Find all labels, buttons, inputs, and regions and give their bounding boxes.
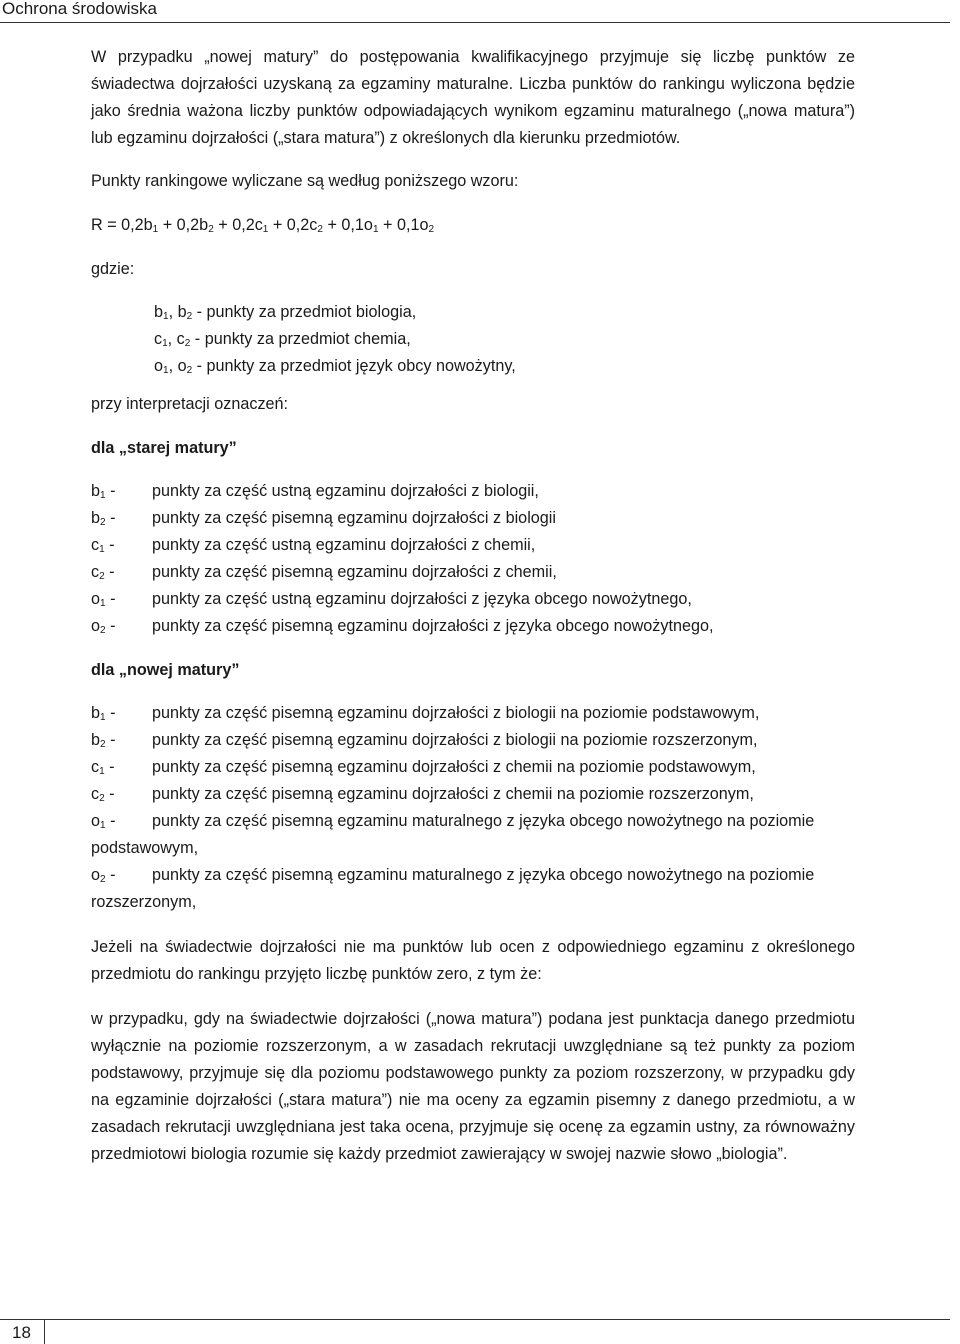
formula-term-o1: + 0,1o [322, 216, 373, 234]
formula-term-c2: + 0,2c [268, 216, 318, 234]
formula-term-b2: + 0,2b [158, 216, 209, 234]
formula-term-b1: R = 0,2b [91, 216, 153, 234]
definition-row: $c_2$ - punkty za część pisemną egzaminu dojrzałości z chemii, [91, 563, 557, 582]
interpretation-label: przy interpretacji oznaczeń: [91, 395, 289, 413]
definition-row: $c_1$ - punkty za część ustną egzaminu dojrzałości z chemii, [91, 536, 536, 555]
formula-lead: Punkty rankingowe wyliczane są według poniższego wzoru: [91, 172, 519, 190]
legend-item: $c_1$, $c_2$ - punkty za przedmiot chemia, [154, 330, 411, 349]
definition-row: $o_2$ - punkty za część pisemną egzaminu maturalnego z języka obcego nowożytnego na poziomie rozszerzonym, [91, 866, 815, 911]
definition-row: $c_2$ - punkty za część pisemną egzaminu dojrzałości z chemii na poziomie rozszerzonym, [91, 785, 754, 804]
definition-row: $b_2$ - punkty za część pisemną egzaminu dojrzałości z biologii [91, 509, 556, 528]
definition-row: $b_2$ - punkty za część pisemną egzaminu dojrzałości z biologii na poziomie rozszerzonym, [91, 731, 758, 750]
definition-row: $c_1$ - punkty za część pisemną egzaminu dojrzałości z chemii na poziomie podstawowym, [91, 758, 756, 777]
formula-term-o2: + 0,1o [378, 216, 429, 234]
old-matura-heading: dla „starej matury” [91, 439, 237, 457]
new-matura-heading: dla „nowej matury” [91, 661, 240, 679]
page-footer [0, 1319, 950, 1344]
page-number: 18 [12, 1323, 31, 1342]
page-header [0, 0, 950, 23]
special-cases-paragraph: w przypadku, gdy na świadectwie dojrzałości („nowa matura”) podana jest punktacja danego przedmiotu wyłącznie na poziomie rozszerzonym, a w zasadach rekrutacji uwzględniane są też punkty za poziom podstawowy, przyjmuje się dla poziomu podstawowego punkty za poziom rozszerzony, w przypadku gdy na egzaminie dojrzałości („stara matura”) nie ma oceny za egzamin pisemny z danego przedmiotu, a w zasadach rekrutacji uwzględniana jest taka ocena, przyjmuje się ocenę za egzamin ustny, za równoważny przedmiotowi biologia rozumie się każdy przedmiot zawierający w swojej nazwie słowo „biologia”. [91, 1010, 855, 1163]
definition-row: $o_1$ - punkty za część ustną egzaminu dojrzałości z języka obcego nowożytnego, [91, 590, 692, 609]
zero-points-paragraph: Jeżeli na świadectwie dojrzałości nie ma punktów lub ocen z odpowiedniego egzaminu z określonego przedmiotu do rankingu przyjęto liczbę punktów zero, z tym że: [91, 938, 855, 983]
symbol-legend [154, 299, 855, 380]
legend-item: $o_1$, $o_2$ - punkty za przedmiot język obcy nowożytny, [154, 357, 516, 376]
legend-item: $b_1$, $b_2$ - punkty za przedmiot biologia, [154, 303, 417, 322]
definition-row: $o_1$ - punkty za część pisemną egzaminu maturalnego z języka obcego nowożytnego na poziomie podstawowym, [91, 812, 815, 857]
intro-paragraph: W przypadku „nowej matury” do postępowania kwalifikacyjnego przyjmuje się liczbę punktów ze świadectwa dojrzałości uzyskaną za egzaminy maturalne. Liczba punktów do rankingu wyliczona będzie jako średnia ważona liczby punktów odpowiadających wynikom egzaminu maturalnego („nowa matura”) lub egzaminu dojrzałości („stara matura”) z określonych dla kierunku przedmiotów. [91, 48, 855, 147]
old-matura-list [91, 478, 855, 640]
page-content [91, 44, 855, 1168]
header-title: Ochrona środowiska [2, 0, 157, 18]
ranking-formula: $R = 0,2b_1 + 0,2b_2 + 0,2c_1 + 0,2c_2 + 0,1o_1 + 0,1o_2$ [91, 216, 435, 235]
definition-row: $o_2$ - punkty za część pisemną egzaminu dojrzałości z języka obcego nowożytnego, [91, 617, 714, 636]
definition-row: $b_1$ - punkty za część pisemną egzaminu dojrzałości z biologii na poziomie podstawowym, [91, 704, 760, 723]
new-matura-list [91, 700, 855, 916]
page-number-box [0, 1320, 45, 1344]
formula-term-c1: + 0,2c [213, 216, 263, 234]
definition-row: $b_1$ - punkty za część ustną egzaminu dojrzałości z biologii, [91, 482, 539, 501]
gdzie-label: gdzie: [91, 260, 135, 278]
